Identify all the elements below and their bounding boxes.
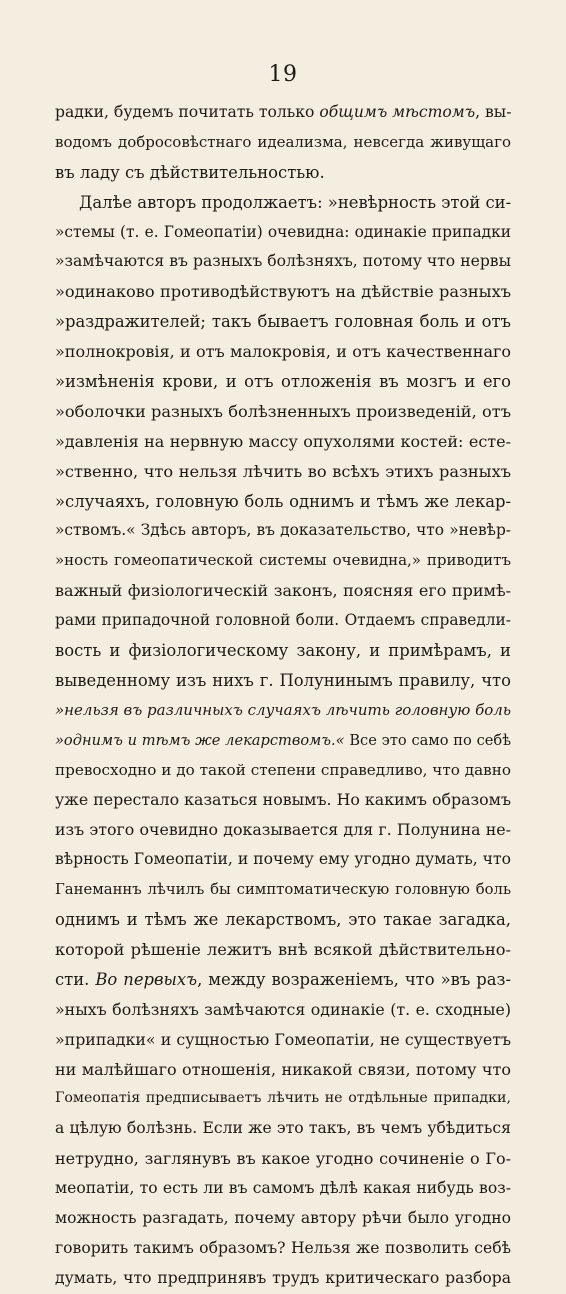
text-line bbox=[55, 636, 511, 666]
text-line bbox=[55, 905, 511, 935]
text-line bbox=[55, 427, 511, 457]
text-segment: »измѣненія крови, и отъ отложенія въ мозгъ и его bbox=[55, 372, 511, 392]
text-segment: »ственно, что нельзя лѣчить во всѣхъ этихъ разныхъ bbox=[55, 461, 511, 481]
text-line bbox=[55, 128, 511, 158]
text-segment: меопатіи, то есть ли въ самомъ дѣлѣ какая нибудь воз- bbox=[55, 1179, 511, 1198]
body-text bbox=[55, 98, 511, 1294]
text-segment: »одинаково противодѣйствуютъ на дѣйствіе разныхъ bbox=[55, 282, 511, 302]
text-line bbox=[55, 845, 511, 875]
text-segment: водомъ добросовѣстнаго идеализма, невсегда живущаго bbox=[55, 132, 511, 151]
italic-text-segment: Во первыхъ bbox=[95, 969, 198, 989]
text-segment: Далѣе авторъ продолжаетъ: »невѣрность этой си- bbox=[79, 192, 512, 212]
text-line bbox=[55, 1025, 511, 1055]
text-line bbox=[55, 1084, 511, 1114]
text-line bbox=[55, 1234, 511, 1264]
italic-text-segment: »однимъ и тѣмъ же лекарствомъ.« bbox=[55, 731, 345, 749]
text-segment: Гомеопатія предписываетъ лѣчить не отдѣльные припадки, bbox=[55, 1090, 511, 1107]
text-line bbox=[55, 1144, 511, 1174]
text-line bbox=[55, 576, 511, 606]
text-segment: , между возраженіемъ, что »въ раз- bbox=[197, 969, 511, 989]
text-line bbox=[55, 487, 511, 517]
text-line bbox=[55, 1204, 511, 1234]
text-segment: думать, что предпринявъ трудъ критическаго разбора bbox=[55, 1268, 511, 1287]
text-line bbox=[55, 696, 511, 726]
page-number: 19 bbox=[268, 62, 298, 87]
text-segment: изъ этого очевидно доказывается для г. Полунина не- bbox=[55, 820, 511, 840]
text-segment: , вы- bbox=[475, 103, 512, 121]
text-segment: »замѣчаются въ разныхъ болѣзняхъ, потому что нервы bbox=[55, 252, 511, 271]
text-line bbox=[55, 995, 511, 1025]
text-line bbox=[55, 965, 511, 995]
text-segment: однимъ и тѣмъ же лекарствомъ, это такае загадка, bbox=[55, 910, 511, 930]
text-line bbox=[55, 546, 511, 576]
text-line bbox=[55, 935, 511, 965]
text-line bbox=[55, 277, 511, 307]
text-segment: вость и физіологическому закону, и примѣрамъ, и bbox=[55, 641, 511, 661]
text-line bbox=[55, 666, 511, 696]
text-line bbox=[55, 337, 511, 367]
text-segment: уже перестало казаться новымъ. Но какимъ образомъ bbox=[55, 790, 511, 810]
text-line bbox=[55, 1264, 511, 1294]
text-segment: превосходно и до такой степени справедливо, что давно bbox=[55, 760, 511, 779]
text-segment: »раздражителей; такъ бываетъ головная боль и отъ bbox=[55, 312, 511, 332]
text-segment: »случаяхъ, головную боль однимъ и тѣмъ же лекар- bbox=[55, 491, 511, 511]
text-segment: »припадки« и сущностью Гомеопатіи, не существуетъ bbox=[55, 1029, 511, 1049]
text-segment: ни малѣйшаго отношенія, никакой связи, потому что bbox=[55, 1059, 511, 1079]
text-line bbox=[55, 1174, 511, 1204]
text-line bbox=[55, 457, 511, 487]
text-line bbox=[55, 815, 511, 845]
text-line bbox=[55, 726, 511, 756]
text-segment: сти. bbox=[55, 969, 96, 989]
text-line bbox=[55, 516, 511, 546]
text-segment: »ныхъ болѣзняхъ замѣчаются одинакіе (т. е. сходные) bbox=[55, 999, 511, 1019]
text-segment: »полнокровія, и отъ малокровія, и отъ качественнаго bbox=[55, 342, 511, 362]
text-segment: »стемы (т. е. Гомеопатіи) очевидна: одинакіе припадки bbox=[55, 222, 511, 241]
text-segment: можность разгадать, почему автору рѣчи было угодно bbox=[55, 1208, 511, 1227]
text-segment: радки, будемъ почитать только bbox=[55, 103, 320, 121]
text-line bbox=[55, 98, 511, 128]
italic-text-segment: »нельзя въ различныхъ случаяхъ лѣчить головную боль bbox=[55, 700, 512, 719]
text-line bbox=[55, 397, 511, 427]
text-line bbox=[55, 756, 511, 786]
text-segment: говорить такимъ образомъ? Нельзя же позволить себѣ bbox=[55, 1238, 511, 1257]
text-line bbox=[55, 307, 511, 337]
text-line bbox=[55, 875, 511, 905]
text-line bbox=[55, 367, 511, 397]
text-line bbox=[55, 785, 511, 815]
text-segment: рами припадочной головной боли. Отдаемъ справедли- bbox=[55, 611, 511, 630]
text-line bbox=[55, 188, 511, 218]
text-segment: Ганеманнъ лѣчилъ бы симптоматическую головную боль bbox=[55, 881, 511, 899]
text-segment: »оболочки разныхъ болѣзненныхъ произведеній, отъ bbox=[55, 401, 511, 421]
text-segment: а цѣлую болѣзнь. Если же это такъ, въ чемъ убѣдиться bbox=[55, 1119, 511, 1138]
text-segment: въ ладу съ дѣйствительностью. bbox=[55, 162, 325, 182]
text-segment: »ность гомеопатической системы очевидна,» приводитъ bbox=[55, 551, 511, 570]
text-line bbox=[55, 606, 511, 636]
text-line bbox=[55, 158, 511, 188]
text-segment: которой рѣшеніе лежитъ внѣ всякой дѣйствительно- bbox=[55, 939, 511, 959]
text-line bbox=[55, 1114, 511, 1144]
text-line bbox=[55, 1055, 511, 1085]
text-segment: вѣрность Гомеопатіи, и почему ему угодно думать, что bbox=[55, 850, 511, 869]
text-segment: »давленія на нервную массу опухолями костей: есте- bbox=[55, 431, 511, 451]
text-segment: »ствомъ.« Здѣсь авторъ, въ доказательство, что »невѣр- bbox=[55, 521, 511, 540]
text-segment: важный физіологическій законъ, поясняя его примѣ- bbox=[55, 581, 511, 601]
text-line bbox=[55, 247, 511, 277]
text-segment: Все это само по себѣ bbox=[344, 731, 511, 749]
text-line bbox=[55, 218, 511, 248]
italic-text-segment: общимъ мѣстомъ bbox=[319, 103, 476, 121]
text-segment: нетрудно, заглянувъ въ какое угодно сочиненіе о Го- bbox=[55, 1149, 511, 1169]
text-segment: выведенному изъ нихъ г. Полунинымъ правилу, что bbox=[55, 670, 511, 690]
